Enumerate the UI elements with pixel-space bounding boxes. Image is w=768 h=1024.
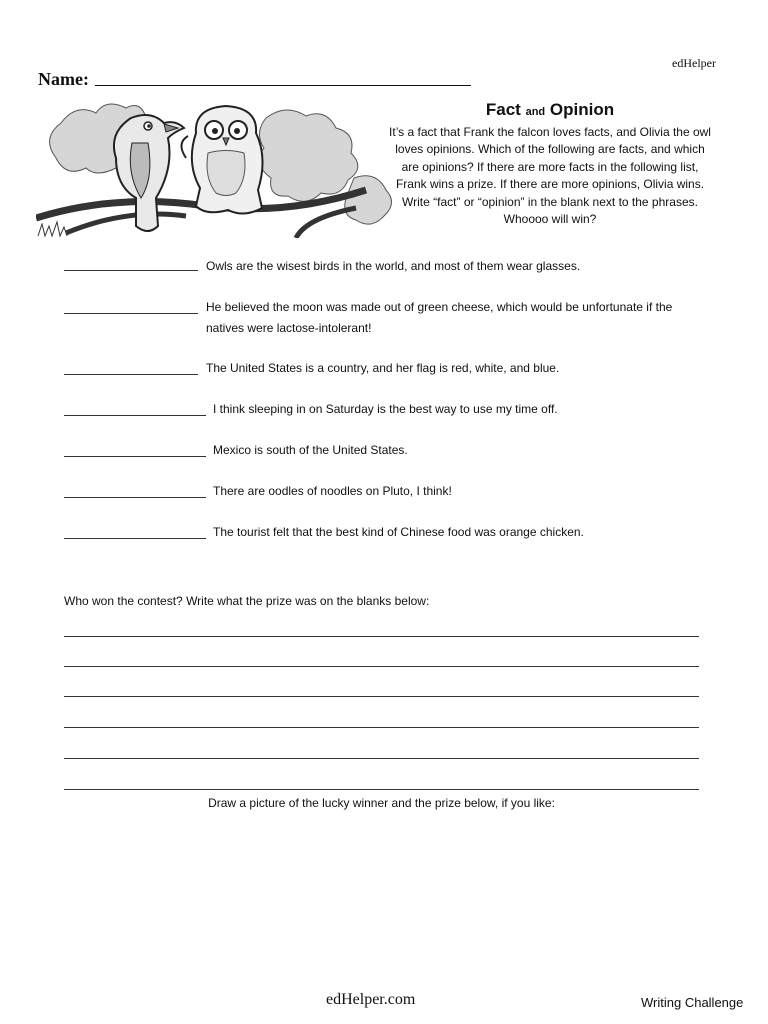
writing-line-1[interactable]	[64, 636, 699, 637]
falcon-owl-illustration	[36, 98, 396, 238]
answer-blank-4[interactable]	[64, 415, 206, 416]
draw-prompt: Draw a picture of the lucky winner and the prize below, if you like:	[208, 796, 555, 810]
answer-blank-2[interactable]	[64, 313, 198, 314]
answer-blank-7[interactable]	[64, 538, 206, 539]
footer-site: edHelper.com	[326, 991, 416, 1008]
statement-2: He believed the moon was made out of green cheese, which would be unfortunate if the natives were lactose-intolerant!	[206, 300, 673, 335]
owl-icon	[181, 106, 262, 214]
statement-6: There are oodles of noodles on Pluto, I think!	[213, 484, 452, 498]
title-word-and: and	[525, 106, 546, 118]
writing-line-6[interactable]	[64, 789, 699, 790]
answer-blank-5[interactable]	[64, 456, 206, 457]
writing-line-2[interactable]	[64, 666, 699, 667]
name-line[interactable]	[95, 85, 471, 86]
footer-label: Writing Challenge	[641, 995, 744, 1010]
title-word-fact: Fact	[485, 100, 521, 119]
statement-7: The tourist felt that the best kind of Chinese food was orange chicken.	[213, 525, 584, 539]
answer-blank-1[interactable]	[64, 270, 198, 271]
statement-1: Owls are the wisest birds in the world, and most of them wear glasses.	[206, 259, 581, 273]
name-label: Name:	[38, 69, 89, 89]
brand-top: edHelper	[672, 56, 716, 70]
statement-3: The United States is a country, and her flag is red, white, and blue.	[206, 361, 560, 375]
writing-line-3[interactable]	[64, 696, 699, 697]
contest-prompt: Who won the contest? Write what the prize was on the blanks below:	[64, 594, 430, 608]
writing-line-4[interactable]	[64, 727, 699, 728]
answer-blank-6[interactable]	[64, 497, 206, 498]
writing-line-5[interactable]	[64, 758, 699, 759]
statement-5: Mexico is south of the United States.	[213, 443, 408, 457]
title-word-opinion: Opinion	[549, 100, 615, 119]
statement-4: I think sleeping in on Saturday is the best way to use my time off.	[213, 402, 558, 416]
instructions: It’s a fact that Frank the falcon loves facts, and Olivia the owl loves opinions. Which of the following are facts, and which are opinions? If there are more facts in the following list, Frank wins a prize. If there are more opinions, Olivia wins. Write “fact” or “opinion” in the blank next to the phrases. Whoooo will win?	[389, 125, 711, 227]
worksheet-title	[400, 100, 700, 120]
answer-blank-3[interactable]	[64, 374, 198, 375]
